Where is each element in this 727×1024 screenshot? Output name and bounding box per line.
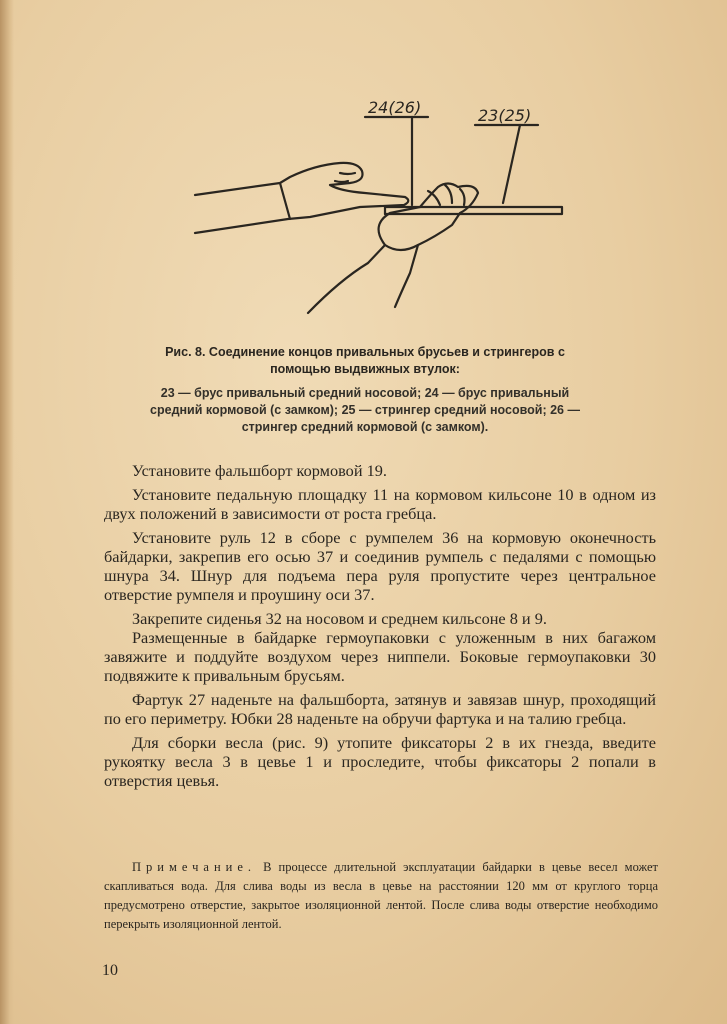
- body-text: [104, 461, 656, 795]
- page-number: 10: [102, 962, 118, 979]
- page-fold-shadow: [0, 0, 14, 1024]
- paragraph-1: Установите фальшборт кормовой 19.: [132, 461, 387, 480]
- paragraph-5: Размещенные в байдарке гермоупаковки с уложенным в них багажом завяжите и поддуйте воздухом через ниппели. Боковые гермоупаковки 30 подвяжите к привальным брусьям.: [104, 628, 656, 685]
- paragraph-3: Установите руль 12 в сборе с румпелем 36 на кормовую оконечность байдарки, закрепив его осью 37 и соединив румпель с педалями с помощью шнура 34. Шнур для подъема пера руля пропустите через центральное отверстие румпеля и проушину оси 37.: [104, 528, 656, 604]
- figure-8-illustration: [190, 95, 580, 320]
- paragraph-2: Установите педальную площадку 11 на кормовом кильсоне 10 в одном из двух положений в зависимости от роста гребца.: [104, 485, 656, 523]
- figure-caption-legend: 23 — брус привальный средний носовой; 24 — брус привальный средний кормовой (с замком); 25 — стрингер средний носовой; 26 — стрингер средний кормовой (с замком).: [150, 386, 580, 434]
- figure-caption-title: Рис. 8. Соединение концов привальных брусьев и стрингеров с помощью выдвижных втулок:: [165, 345, 565, 376]
- paragraph-6: Фартук 27 наденьте на фальшборта, затянув и завязав шнур, проходящий по его периметру. Юбки 28 наденьте на обручи фартука и на талию гребца.: [104, 690, 656, 728]
- paragraph-4: Закрепите сиденья 32 на носовом и среднем кильсоне 8 и 9.: [132, 609, 547, 628]
- label-23-25: 23(25): [478, 106, 532, 125]
- note: [104, 858, 658, 934]
- label-24-26: 24(26): [368, 98, 422, 117]
- note-label: Примечание.: [132, 860, 257, 874]
- hands-joining-beams-drawing: [190, 95, 580, 320]
- note-text: В процессе длительной эксплуатации байдарки в цевье весел может скапливаться вода. Для слива воды из весла в цевье на расстоянии 120 мм от круглого торца предусмотрено отверстие, закрытое изоляционной лентой. После слива воды отверстие необходимо перекрыть изоляционной лентой.: [104, 860, 658, 931]
- paragraph-7: Для сборки весла (рис. 9) утопите фиксаторы 2 в их гнезда, введите рукоятку весла 3 в цевье 1 и проследите, чтобы фиксаторы 2 попали в отверстия цевья.: [104, 733, 656, 790]
